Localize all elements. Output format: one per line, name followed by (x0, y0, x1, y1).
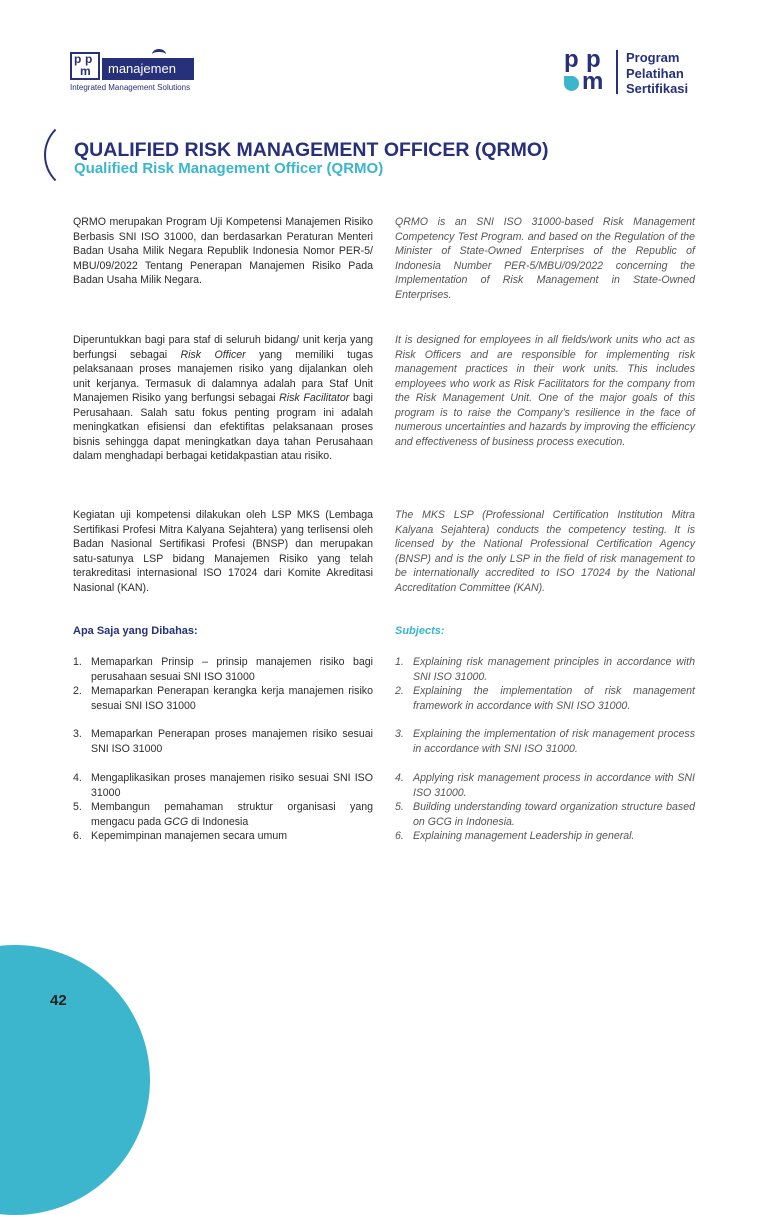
list-text (91, 800, 373, 829)
id-para2-e: bagi Perusahaan. Salah satu fokus penting program ini adalah meningkatkan efisiensi dan efektifitas pelaksanaan proses bisnis sehingga dapat meningkatkan daya tahan Perusahaan dalam menghadapi berbagai ketidakpastian atau risiko. (73, 392, 373, 462)
en-paragraph-audience: It is designed for employees in all fields/work units who act as Risk Officers and are responsible for implementing risk management practices in their work units. This includes employees who work as Risk Facilitators for the company from the Risk Management Unit. One of the major goals of this program is to raise the Company’s resilience in the face of numerous uncertainties and hazards by improving the efficiency and effectiveness of business process execution. (395, 334, 695, 448)
id-list-item (73, 727, 373, 756)
logo-tagline: Integrated Management Solutions (70, 83, 191, 92)
list-text-c: di Indonesia (188, 815, 249, 828)
list-text: Mengaplikasikan proses manajemen risiko sesuai SNI ISO 31000 (91, 772, 373, 799)
ppm-letter-m: m (80, 64, 91, 78)
ppm-big-mark (562, 48, 614, 98)
list-number: 6. (73, 830, 82, 842)
list-number: 2. (73, 685, 82, 697)
ppm-letter-p1: p (74, 52, 82, 66)
id-list-item (73, 800, 373, 829)
page-title: QUALIFIED RISK MANAGEMENT OFFICER (QRMO) (74, 139, 549, 161)
list-number: 5. (395, 801, 404, 813)
en-list-item (395, 655, 695, 684)
list-text: Explaining the implementation of risk management process in accordance with SNI ISO 31000. (413, 728, 695, 755)
list-number: 6. (395, 830, 404, 842)
id-list-item (73, 771, 373, 800)
en-list-item (395, 829, 695, 844)
page-subtitle: Qualified Risk Management Officer (QRMO) (74, 160, 384, 177)
ppm-logo-mark (70, 52, 100, 80)
id-para2-risk-facilitator: Risk Facilitator (279, 392, 350, 404)
en-subjects-heading: Subjects: (395, 625, 445, 637)
en-list-item (395, 800, 695, 829)
list-text: Kepemimpinan manajemen secara umum (91, 830, 288, 842)
page-number: 42 (50, 992, 67, 1009)
list-number: 1. (73, 656, 82, 668)
ppm-letter-p2: p (85, 52, 93, 66)
list-text: Memaparkan Penerapan kerangka kerja manajemen risiko sesuai SNI ISO 31000 (91, 685, 373, 712)
list-number: 1. (395, 656, 404, 668)
id-subjects-heading: Apa Saja yang Dibahas: (73, 625, 198, 637)
id-para2-a: Diperuntukkan bagi para staf di seluruh bidang/ unit kerja yang berfungsi sebagai (73, 334, 373, 361)
logo-name-bar (102, 58, 194, 80)
list-text: Memaparkan Penerapan proses manajemen risiko sesuai SNI ISO 31000 (91, 728, 373, 755)
list-text-a: Membangun pemahaman struktur organisasi yang mengacu pada (91, 801, 373, 828)
logo-program-line3: Sertifikasi (626, 81, 689, 96)
id-para2-risk-officer: Risk Officer (180, 348, 246, 361)
page-corner-decoration (0, 945, 150, 1215)
logo-divider (616, 50, 618, 94)
en-paragraph-intro: QRMO is an SNI ISO 31000-based Risk Management Competency Test Program. and based on the Regulation of the Minister of State-Owned Enterprises of the Republic of Indonesia Number PER-5/MBU/09/2022 concerning the Implementation of Risk Management in State-Owned Enterprises. (395, 216, 695, 301)
list-number: 5. (73, 801, 82, 813)
logo-program-line1: Program (626, 50, 680, 65)
teal-drop-icon (564, 76, 579, 91)
list-text: Explaining risk management principles in accordance with SNI ISO 31000. (413, 656, 695, 683)
en-list-item (395, 771, 695, 800)
list-text: Applying risk management process in accordance with SNI ISO 31000. (413, 772, 695, 799)
en-paragraph-lsp: The MKS LSP (Professional Certification Institution Mitra Kalyana Sejahtera) conducts the competency testing. It is licensed by the National Professional Certification Agency (BNSP) and is the only LSP in the field of risk management to be internationally accredited to ISO 17024 by the National Accreditation Committee (KAN). (395, 509, 695, 594)
id-paragraph-lsp: Kegiatan uji kompetensi dilakukan oleh LSP MKS (Lembaga Sertifikasi Profesi Mitra Kalyana Sejahtera) yang terlisensi oleh Badan Nasional Sertifikasi Profesi (BNSP) dan merupakan satu-satunya LSP bidang Manajemen Risiko yang telah terakreditasi internasional ISO 17024 dari Komite Akreditasi Nasional (KAN). (73, 509, 373, 594)
id-paragraph-audience (73, 333, 373, 464)
logo-program-text (626, 50, 688, 97)
swoosh-icon (152, 49, 166, 60)
list-text-gcg: GCG (164, 815, 189, 828)
en-list-item (395, 727, 695, 756)
list-text: Explaining management Leadership in general. (413, 830, 635, 842)
id-list-item (73, 655, 373, 684)
list-text: Explaining the implementation of risk management framework in accordance with SNI ISO 31000. (413, 685, 695, 712)
logo-name: manajemen (108, 61, 176, 76)
list-number: 3. (395, 728, 404, 740)
logo-program-line2: Pelatihan (626, 65, 684, 81)
ppm-manajemen-logo (70, 52, 200, 94)
id-paragraph-intro: QRMO merupakan Program Uji Kompetensi Manajemen Risiko Berbasis SNI ISO 31000, dan berdasarkan Peraturan Menteri Badan Usaha Milik Negara Republik Indonesia Nomor PER-5/ MBU/09/2022 Tentang Penerapan Manajemen Risiko Pada Badan Usaha Milik Negara. (73, 216, 373, 286)
list-number: 4. (73, 772, 82, 784)
ppm-program-logo (562, 48, 712, 98)
ppm-big-letter-p2: p (586, 46, 601, 73)
ppm-big-letter-m: m (582, 68, 604, 95)
list-number: 2. (395, 685, 404, 697)
list-number: 4. (395, 772, 404, 784)
list-number: 3. (73, 728, 82, 740)
id-list-item (73, 829, 373, 844)
ppm-big-letter-p1: p (564, 46, 579, 73)
list-text: Memaparkan Prinsip – prinsip manajemen risiko bagi perusahaan sesuai SNI ISO 31000 (91, 656, 373, 683)
en-list-item (395, 684, 695, 713)
id-para2-c: yang memiliki tugas pelaksanaan proses manajemen risiko yang dijalankan oleh unit kerjanya. Termasuk di dalamnya adalah para Staf Unit Manajemen Risiko yang berfungsi sebagai (73, 348, 373, 404)
list-text: Building understanding toward organization structure based on GCG in Indonesia. (413, 801, 695, 828)
id-list-item (73, 684, 373, 713)
